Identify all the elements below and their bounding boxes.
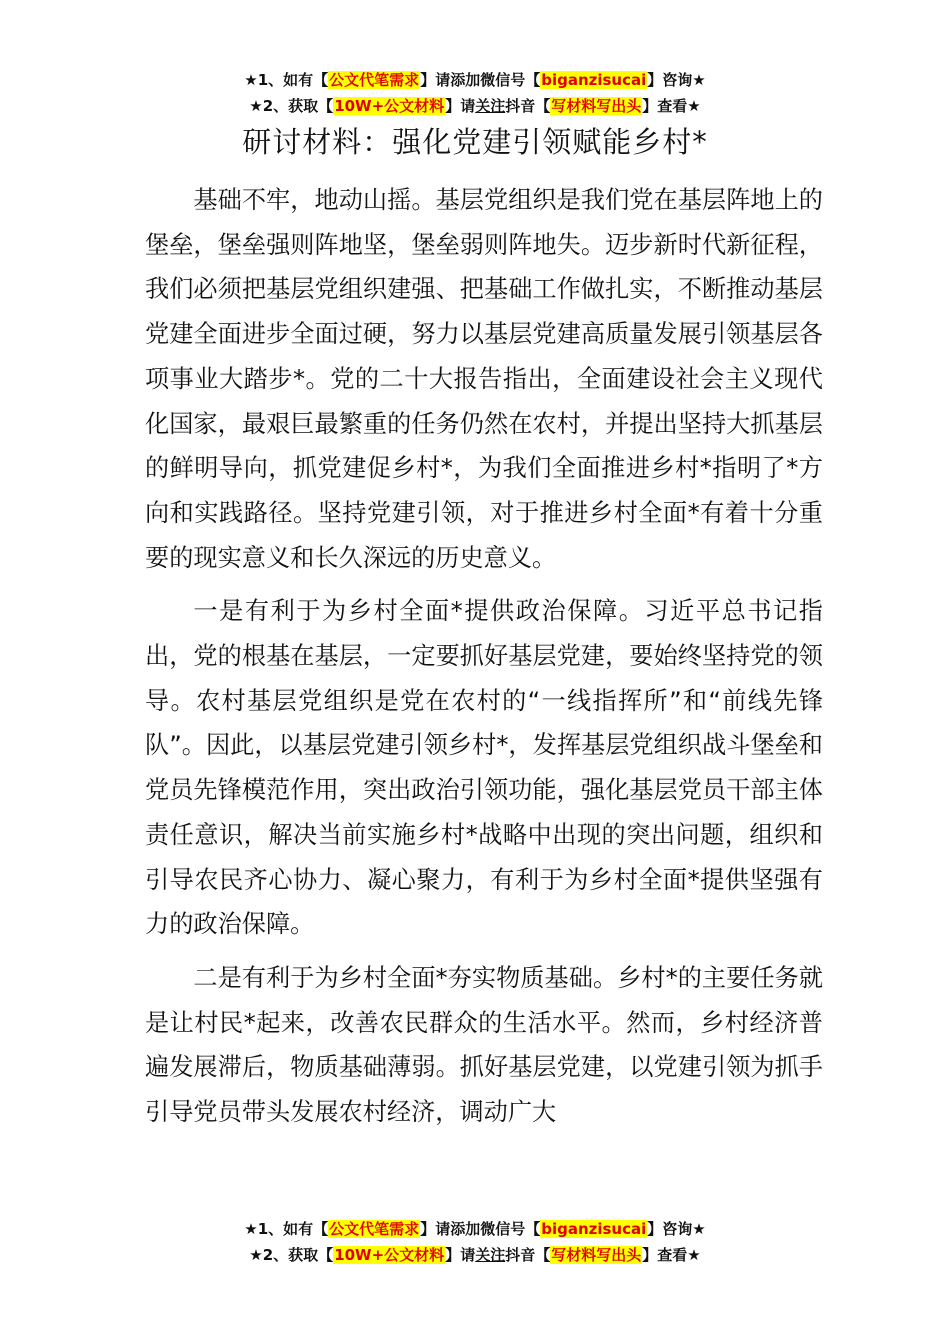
banner-line-2	[0, 93, 950, 119]
follow-text: 关注	[475, 97, 506, 115]
follow-text: 关注	[475, 1246, 506, 1264]
footer-banner	[0, 1216, 950, 1268]
banner-text: 】咨询★	[647, 71, 706, 89]
document-body	[145, 178, 823, 1144]
banner-text: 】请	[445, 1246, 476, 1264]
highlight-materials: 10W+公文材料	[334, 1246, 445, 1264]
banner-text: 抖音【	[505, 1246, 551, 1264]
paragraph-political-guarantee: 一是有利于为乡村全面*提供政治保障。习近平总书记指出，党的根基在基层，一定要抓好基层党建，要始终坚持党的领导。农村基层党组织是党在农村的“一线指挥所”和“前线先锋队”。因此，以基层党建引领乡村*，发挥基层党组织战斗堡垒和党员先锋模范作用，突出政治引领功能，强化基层党员干部主体责任意识，解决当前实施乡村*战略中出现的突出问题，组织和引导农民齐心协力、凝心聚力，有利于为乡村全面*提供坚强有力的政治保障。	[145, 597, 823, 939]
banner-text: ★2、获取【	[249, 97, 334, 115]
banner-text: 】查看★	[642, 1246, 701, 1264]
highlight-materials: 10W+公文材料	[334, 97, 445, 115]
highlight-douyin-account: 写材料写出头	[551, 1246, 642, 1264]
banner-line-1	[0, 67, 950, 93]
banner-text: 抖音【	[505, 97, 551, 115]
banner-text: 】咨询★	[647, 1220, 706, 1238]
document-title: 研讨材料：强化党建引领赋能乡村*	[242, 125, 708, 159]
header-banner	[0, 67, 950, 119]
highlight-douyin-account: 写材料写出头	[551, 97, 642, 115]
paragraph-intro: 基础不牢，地动山摇。基层党组织是我们党在基层阵地上的堡垒，堡垒强则阵地坚，堡垒弱则阵地失。迈步新时代新征程，我们必须把基层党组织建强、把基础工作做扎实，不断推动基层党建全面进步全面过硬，努力以基层党建高质量发展引领基层各项事业大踏步*。党的二十大报告指出，全面建设社会主义现代化国家，最艰巨最繁重的任务仍然在农村，并提出坚持大抓基层的鲜明导向，抓党建促乡村*，为我们全面推进乡村*指明了*方向和实践路径。坚持党建引领，对于推进乡村全面*有着十分重要的现实意义和长久深远的历史意义。	[145, 186, 823, 572]
highlight-wechat-id: biganzisucai	[541, 1220, 647, 1238]
banner-text: 】查看★	[642, 97, 701, 115]
banner-text: 】请添加微信号【	[420, 1220, 541, 1238]
banner-text: ★2、获取【	[249, 1246, 334, 1264]
highlight-wechat-id: biganzisucai	[541, 71, 647, 89]
banner-line-2	[0, 1242, 950, 1268]
banner-text: ★1、如有【	[244, 1220, 329, 1238]
highlight-writing-service: 公文代笔需求	[329, 1220, 420, 1238]
paragraph-material-foundation: 二是有利于为乡村全面*夯实物质基础。乡村*的主要任务就是让村民*起来，改善农民群众的生活水平。然而，乡村经济普遍发展滞后，物质基础薄弱。抓好基层党建，以党建引领为抓手引导党员带头发展农村经济，调动广大	[145, 963, 823, 1127]
banner-text: 】请	[445, 97, 476, 115]
banner-text: 】请添加微信号【	[420, 71, 541, 89]
banner-text: ★1、如有【	[244, 71, 329, 89]
banner-line-1	[0, 1216, 950, 1242]
highlight-writing-service: 公文代笔需求	[329, 71, 420, 89]
